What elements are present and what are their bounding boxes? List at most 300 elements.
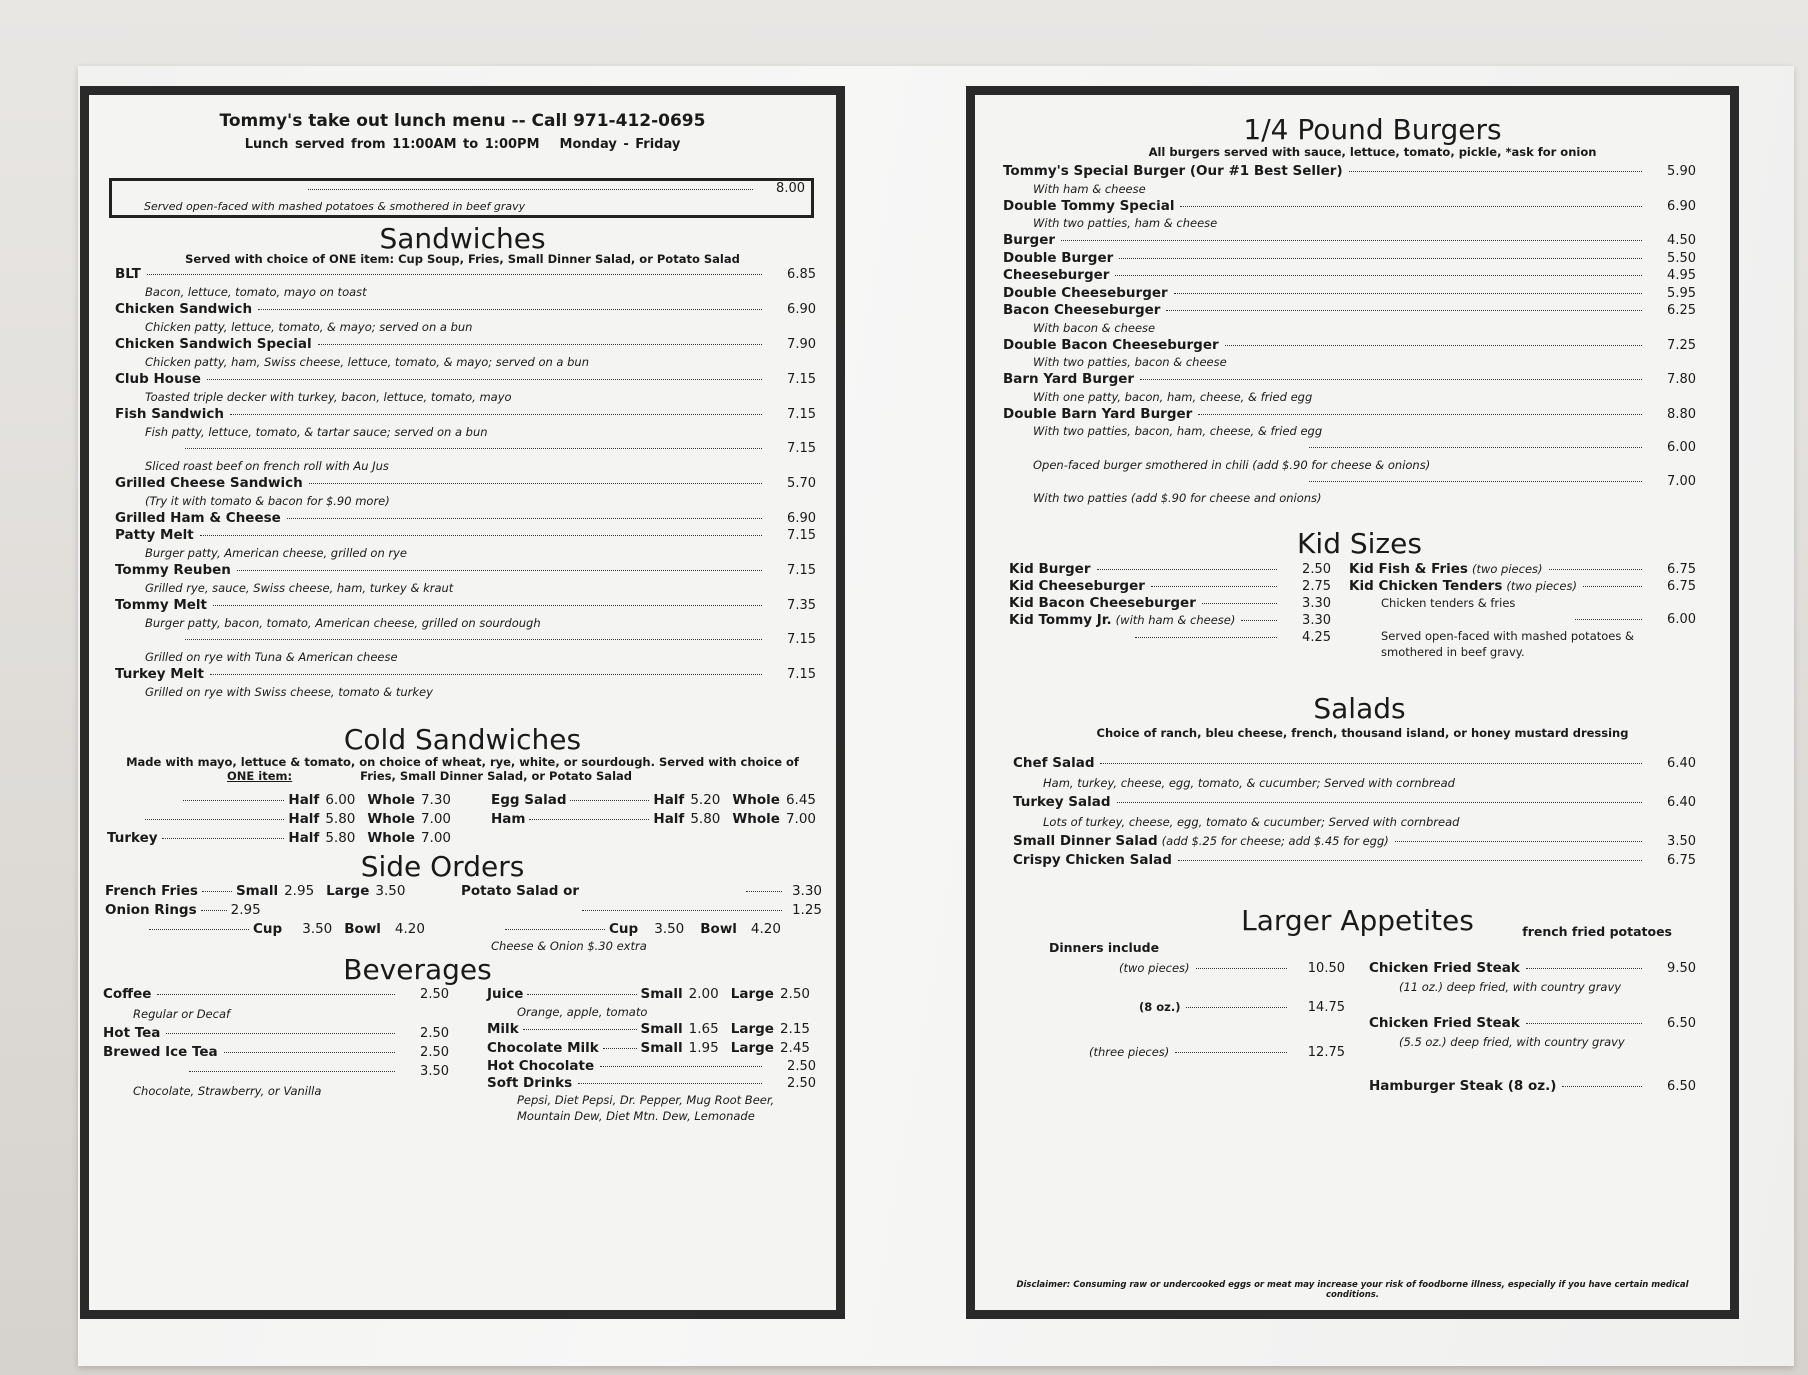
item-desc: (11 oz.) deep fried, with country gravy: [1399, 980, 1622, 994]
burger-row: [1003, 302, 1696, 320]
item-desc: Chicken tenders & fries: [1381, 596, 1516, 610]
item-name: Tommy Reuben: [115, 562, 231, 578]
item-price: 7.15: [787, 372, 816, 387]
sandwich-row: [115, 527, 816, 544]
side-item-row: 1.25: [461, 901, 822, 920]
item-name: Egg Salad: [491, 792, 567, 808]
item-price: 6.85: [787, 267, 816, 282]
leader-dots: [1117, 802, 1643, 803]
leader-dots: [529, 819, 649, 820]
salad-list: [989, 740, 1716, 870]
leader-dots: [189, 1071, 395, 1072]
item-price: 7.15: [787, 528, 816, 543]
item-desc: With bacon & cheese: [1033, 320, 1156, 335]
item-desc: Chocolate, Strawberry, or Vanilla: [133, 1084, 322, 1098]
item-note: (add $.25 for cheese; add $.45 for egg): [1161, 834, 1389, 848]
leader-dots: [1198, 414, 1642, 415]
item-price: 5.95: [1667, 285, 1696, 301]
item-price: 6.90: [1667, 198, 1696, 214]
sandwich-row: [115, 336, 816, 353]
soup-row: Cup 3.50 Bowl 4.20: [105, 920, 461, 939]
item-name: Patty Melt: [115, 527, 194, 543]
half-label: Half: [653, 811, 685, 827]
item-price: 6.75: [1667, 853, 1696, 868]
leader-dots: [207, 379, 762, 380]
cold-sandwich-row: [107, 791, 457, 810]
burger-row: [1003, 198, 1696, 216]
item-price: 2.50: [420, 987, 449, 1002]
item-name: Hamburger Steak (8 oz.): [1369, 1078, 1557, 1094]
whole-price: 7.30: [420, 792, 451, 808]
item-note: (with ham & cheese): [1115, 613, 1236, 627]
leader-dots: [318, 344, 762, 345]
item-price: 12.75: [1307, 1045, 1345, 1060]
soft-drinks-desc-1: Pepsi, Diet Pepsi, Dr. Pepper, Mug Root Beer,: [517, 1093, 775, 1107]
item-price: 3.50: [1667, 834, 1696, 849]
kid-row: [1009, 629, 1331, 646]
onion-rings-row: Onion Rings 2.95: [105, 902, 261, 918]
burger-row: [1003, 250, 1696, 268]
leader-dots: [1395, 841, 1642, 842]
menu-header-hours: Lunch served from 11:00AM to 1:00PM Monday - Friday: [244, 137, 681, 152]
item-name: Bacon Cheeseburger: [1003, 302, 1161, 318]
item-price: 3.30: [1302, 613, 1331, 628]
hot-chocolate-row: Hot Chocolate 2.50: [487, 1058, 816, 1074]
larger-appetites-right: [1369, 959, 1696, 1096]
leader-dots: [162, 838, 285, 839]
half-price: 5.80: [325, 830, 356, 846]
kid-sizes-title: Kid Sizes: [1297, 527, 1422, 560]
item-price: 6.40: [1667, 756, 1696, 771]
larger-appetites-header: Dinners include french fried potatoes: [1049, 924, 1672, 955]
item-name: Grilled Ham & Cheese: [115, 510, 281, 526]
half-price: 5.80: [690, 811, 721, 827]
appetite-row: [1369, 959, 1696, 978]
whole-price: 7.00: [420, 830, 451, 846]
leader-dots: [308, 189, 753, 190]
whole-label: Whole: [732, 792, 780, 808]
item-desc: Fish patty, lettuce, tomato, & tartar sauce; served on a bun: [145, 425, 488, 439]
item-price: 7.25: [1667, 337, 1696, 353]
item-name: Chicken Sandwich: [115, 301, 253, 317]
burger-row: [1003, 440, 1696, 457]
burger-row: [1003, 267, 1696, 285]
item-price: 6.90: [787, 302, 816, 317]
kid-row: [1009, 612, 1331, 629]
beverages-right: [449, 985, 822, 1124]
leader-dots: [224, 1052, 395, 1053]
item-price: 7.15: [787, 667, 816, 682]
leader-dots: [1526, 1023, 1642, 1024]
appetite-row: [1029, 1043, 1345, 1062]
item-desc: With two patties, bacon & cheese: [1033, 355, 1227, 369]
item-desc: With one patty, bacon, ham, cheese, & fried egg: [1033, 389, 1313, 404]
item-price: 5.90: [1667, 164, 1696, 179]
item-note: (two pieces): [1506, 579, 1577, 593]
item-desc: Grilled on rye with Tuna & American cheese: [145, 650, 398, 664]
item-desc: Chicken patty, lettuce, tomato, & mayo; served on a bun: [145, 320, 473, 334]
sandwich-row: [115, 441, 816, 457]
item-desc: Regular or Decaf: [133, 1007, 231, 1021]
leader-dots: [210, 674, 762, 675]
kid-row: [1009, 561, 1331, 578]
item-name: Chicken Fried Steak: [1369, 1015, 1520, 1031]
item-price: 6.50: [1667, 1079, 1696, 1094]
item-name: Grilled Cheese Sandwich: [115, 475, 303, 491]
kid-row: [1349, 611, 1696, 628]
leader-dots: [1202, 603, 1277, 604]
item-price: 8.80: [1667, 406, 1696, 422]
burger-row: [1003, 232, 1696, 250]
whole-price: 7.00: [785, 811, 816, 827]
item-name: Small Dinner Salad: [1013, 833, 1158, 849]
leader-dots: [157, 994, 395, 995]
item-name: Club House: [115, 371, 201, 387]
item-name: Double Burger: [1003, 249, 1114, 266]
whole-price: 6.45: [785, 792, 816, 808]
burger-list: [989, 159, 1716, 507]
burger-row: [1003, 163, 1696, 181]
leader-dots: [1549, 569, 1642, 570]
cold-left-col: [107, 791, 457, 848]
item-desc: Grilled rye, sauce, Swiss cheese, ham, turkey & kraut: [145, 581, 454, 595]
leader-dots: [1562, 1086, 1642, 1087]
item-desc: With two patties, ham & cheese: [1033, 216, 1218, 230]
sandwich-row: [115, 597, 816, 614]
leader-dots: [145, 819, 284, 820]
side-orders-left: [105, 882, 461, 953]
half-price: 5.20: [690, 792, 721, 808]
leader-dots: [1178, 860, 1642, 861]
item-desc: Lots of turkey, cheese, egg, tomato & cucumber; Served with cornbread: [1043, 815, 1460, 829]
item-price: 5.50: [1667, 250, 1696, 266]
item-name: Tommy Melt: [115, 597, 207, 613]
cold-sandwiches-title: Cold Sandwiches: [343, 723, 582, 756]
kid-row: [1009, 595, 1331, 612]
item-desc: With two patties, bacon, ham, cheese, & fried egg: [1033, 424, 1323, 438]
item-name: Double Bacon Cheeseburger: [1003, 336, 1219, 353]
item-price: 7.15: [787, 407, 816, 422]
soft-drinks-desc-2: Mountain Dew, Diet Mtn. Dew, Lemonade: [517, 1109, 755, 1123]
item-name: Crispy Chicken Salad: [1013, 852, 1172, 868]
cold-sandwiches-subtitle: Made with mayo, lettuce & tomato, on choice of wheat, rye, white, or sourdough. Served with choice of: [126, 755, 799, 769]
kid-row: [1009, 578, 1331, 595]
item-name: Double Barn Yard Burger: [1003, 405, 1193, 422]
leader-dots: [1166, 310, 1642, 311]
item-price: 4.95: [1667, 268, 1696, 283]
salad-row: [1013, 793, 1696, 812]
item-note: (8 oz.): [1139, 1000, 1181, 1014]
item-name: Kid Bacon Cheeseburger: [1009, 595, 1196, 611]
item-name: Coffee: [103, 986, 152, 1002]
salad-row: [1013, 832, 1696, 851]
item-price: 4.25: [1302, 630, 1331, 645]
juice-row: Juice Small 2.00 Large 2.50: [487, 986, 810, 1002]
item-name: Kid Tommy Jr.: [1009, 612, 1112, 628]
item-desc: Burger patty, bacon, tomato, American cheese, grilled on sourdough: [145, 616, 541, 630]
leader-dots: [1575, 619, 1642, 620]
salad-row: [1013, 754, 1696, 773]
burger-row: [1003, 406, 1696, 424]
half-label: Half: [288, 811, 320, 827]
half-label: Half: [653, 792, 685, 808]
burgers-subtitle: All burgers served with sauce, lettuce, tomato, pickle, *ask for onion: [1148, 145, 1597, 159]
side-soup-row: Cup 3.50 Bowl 4.20: [461, 920, 822, 939]
item-note: (three pieces): [1089, 1045, 1170, 1059]
half-label: Half: [288, 792, 320, 808]
larger-appetites-left: [1029, 959, 1369, 1096]
item-price: 14.75: [1307, 1000, 1345, 1015]
leader-dots: [213, 605, 762, 606]
item-desc: Chicken patty, ham, Swiss cheese, lettuce, tomato, & mayo; served on a bun: [145, 355, 590, 369]
item-desc: Toasted triple decker with turkey, bacon, lettuce, tomato, mayo: [145, 390, 512, 404]
item-note: (two pieces): [1119, 961, 1190, 975]
beverages-grid: [103, 985, 822, 1124]
burger-row: [1003, 474, 1696, 491]
burger-row: [1003, 371, 1696, 389]
item-price: 7.15: [787, 441, 816, 456]
leader-dots: [1097, 569, 1278, 570]
cheese-onion-note: Cheese & Onion $.30 extra: [491, 939, 647, 953]
menu-header-title: Tommy's take out lunch menu -- Call 971-412-0695: [219, 111, 706, 131]
item-name: Double Tommy Special: [1003, 197, 1175, 214]
whole-label: Whole: [367, 811, 415, 827]
item-desc: Burger patty, American cheese, grilled on rye: [145, 546, 408, 560]
sandwich-row: [115, 632, 816, 648]
leader-dots: [237, 570, 762, 571]
leader-dots: [185, 448, 762, 449]
item-name: Brewed Ice Tea: [103, 1044, 218, 1060]
beverages-left: [103, 985, 449, 1124]
item-price: 2.50: [420, 1045, 449, 1060]
item-desc: Grilled on rye with Swiss cheese, tomato & turkey: [145, 685, 433, 699]
leader-dots: [1180, 206, 1642, 207]
cold-sandwiches-subtitle-2: ONE item: Fries, Small Dinner Salad, or Potato Salad: [227, 769, 632, 783]
cold-sandwich-row: [491, 810, 822, 829]
salads-subtitle: Choice of ranch, bleu cheese, french, thousand island, or honey mustard dressing: [1096, 726, 1629, 740]
soft-drinks-row: Soft Drinks 2.50: [487, 1075, 816, 1091]
item-price: 6.75: [1667, 562, 1696, 577]
item-price: 3.30: [1302, 596, 1331, 611]
kid-sizes-left: [1009, 561, 1349, 660]
sandwich-row: [115, 301, 816, 318]
sandwiches-title: Sandwiches: [379, 222, 546, 255]
sandwich-row: [115, 406, 816, 423]
leader-dots: [230, 414, 762, 415]
special-desc: Served open-faced with mashed potatoes & smothered in beef gravy: [144, 200, 526, 213]
appetite-row: [1369, 1077, 1696, 1096]
leader-dots: [258, 309, 762, 310]
leader-dots: [1115, 275, 1642, 276]
item-price: 6.50: [1667, 1016, 1696, 1031]
cold-sandwich-row: [107, 810, 457, 829]
half-price: 6.00: [325, 792, 356, 808]
beverage-row: [103, 1062, 449, 1081]
item-desc: Sliced roast beef on french roll with Au Jus: [145, 459, 389, 473]
item-name: Kid Cheeseburger: [1009, 578, 1145, 594]
item-price: 7.35: [787, 598, 816, 613]
potato-salad-row: Potato Salad or 3.30: [461, 883, 822, 899]
item-name: Turkey: [107, 830, 158, 846]
chocolate-milk-row: Chocolate Milk Small 1.95 Large 2.45: [487, 1040, 810, 1056]
sandwich-row: [115, 371, 816, 388]
item-desc: Served open-faced with mashed potatoes & smothered in beef gravy.: [1381, 629, 1634, 659]
leader-dots: [1119, 258, 1642, 259]
leader-dots: [1151, 586, 1277, 587]
item-name: Burger: [1003, 232, 1056, 248]
item-price: 2.75: [1302, 579, 1331, 594]
larger-appetites-grid: [989, 955, 1716, 1096]
item-price: 9.50: [1667, 961, 1696, 976]
item-name: Cheeseburger: [1003, 267, 1110, 283]
leader-dots: [1100, 763, 1642, 764]
item-name: Kid Chicken Tenders: [1349, 578, 1503, 594]
cold-right-col: [457, 791, 822, 848]
item-name: Fish Sandwich: [115, 406, 225, 422]
item-name: Turkey Salad: [1013, 794, 1111, 810]
leader-dots: [1526, 968, 1642, 969]
leader-dots: [1186, 1007, 1287, 1008]
item-desc: With two patties (add $.90 for cheese and onions): [1033, 491, 1322, 505]
item-price: 7.15: [787, 632, 816, 647]
leader-dots: [1174, 293, 1642, 294]
leader-dots: [309, 483, 762, 484]
item-desc: Bacon, lettuce, tomato, mayo on toast: [145, 285, 367, 299]
item-desc: (Try it with tomato & bacon for $.90 more): [145, 494, 390, 508]
larger-appetites-title: Larger Appetites: [1241, 904, 1474, 937]
leader-dots: [1135, 637, 1277, 638]
item-price: 6.00: [1667, 440, 1696, 455]
item-price: 6.00: [1667, 612, 1696, 627]
leader-dots: [200, 535, 762, 536]
leader-dots: [1309, 481, 1642, 482]
special-box: [109, 178, 814, 218]
burger-row: [1003, 337, 1696, 355]
item-name: Double Cheeseburger: [1003, 284, 1168, 301]
leader-dots: [1140, 379, 1642, 380]
leader-dots: [570, 800, 649, 801]
item-desc: (5.5 oz.) deep fried, with country gravy: [1399, 1035, 1625, 1049]
leader-dots: [1225, 345, 1642, 346]
item-name: Tommy's Special Burger (Our #1 Best Seller): [1003, 163, 1343, 179]
disclaimer: Disclaimer: Consuming raw or undercooked eggs or meat may increase your risk of foodborne illness, especially if you have certain medical conditions.: [1016, 1280, 1689, 1300]
item-price: 2.50: [420, 1026, 449, 1041]
cold-sandwich-grid: [103, 791, 822, 848]
beverage-row: [103, 985, 449, 1004]
item-price: 6.75: [1667, 579, 1696, 594]
leader-dots: [1175, 1052, 1287, 1053]
item-name: Hot Tea: [103, 1025, 161, 1041]
half-price: 5.80: [325, 811, 356, 827]
burger-row: [1003, 285, 1696, 303]
item-price: 7.90: [787, 337, 816, 352]
item-price: 6.25: [1667, 303, 1696, 318]
item-price: 3.50: [420, 1064, 449, 1079]
item-name: Kid Burger: [1009, 561, 1091, 577]
item-name: Barn Yard Burger: [1003, 371, 1135, 387]
cold-sandwich-row: [107, 829, 457, 848]
side-orders-grid: [103, 882, 822, 953]
left-menu-panel: [80, 86, 845, 1319]
whole-label: Whole: [367, 792, 415, 808]
kid-row: [1349, 578, 1696, 595]
item-name: Kid Fish & Fries: [1349, 561, 1468, 577]
item-name: Chicken Fried Steak: [1369, 960, 1520, 976]
kid-row: [1349, 561, 1696, 578]
leader-dots: [1583, 586, 1642, 587]
item-price: 2.50: [1302, 562, 1331, 577]
whole-label: Whole: [367, 830, 415, 846]
sandwich-row: [115, 562, 816, 579]
item-name: Ham: [491, 811, 526, 827]
right-menu-panel: [966, 86, 1739, 1319]
leader-dots: [1349, 171, 1642, 172]
item-price: 5.70: [787, 476, 816, 491]
side-orders-title: Side Orders: [360, 850, 525, 883]
item-desc: Ham, turkey, cheese, egg, tomato, & cucumber; Served with cornbread: [1043, 776, 1455, 790]
item-name: Chef Salad: [1013, 755, 1095, 771]
whole-price: 7.00: [420, 811, 451, 827]
item-price: 7.00: [1667, 473, 1696, 489]
beverages-title: Beverages: [343, 953, 492, 986]
item-name: Chicken Sandwich Special: [115, 336, 312, 352]
cold-sandwich-row: [491, 791, 822, 810]
milk-row: Milk Small 1.65 Large 2.15: [487, 1021, 810, 1037]
salad-row: [1013, 851, 1696, 870]
special-price: 8.00: [776, 181, 805, 196]
burgers-title: 1/4 Pound Burgers: [1243, 113, 1502, 146]
item-price: 7.80: [1667, 372, 1696, 387]
sandwiches-subtitle: Served with choice of ONE item: Cup Soup, Fries, Small Dinner Salad, or Potato Salad: [185, 252, 740, 266]
item-price: 10.50: [1307, 961, 1345, 976]
kid-sizes-grid: [989, 559, 1716, 660]
item-name: Turkey Melt: [115, 666, 204, 682]
kid-sizes-right: [1349, 561, 1696, 660]
leader-dots: [1241, 620, 1277, 621]
sandwich-row: [115, 666, 816, 683]
leader-dots: [1196, 968, 1287, 969]
whole-label: Whole: [732, 811, 780, 827]
leader-dots: [287, 518, 762, 519]
half-label: Half: [288, 830, 320, 846]
item-price: 7.15: [787, 563, 816, 578]
item-price: 4.50: [1667, 233, 1696, 248]
sandwich-row: [115, 510, 816, 527]
juice-desc: Orange, apple, tomato: [517, 1005, 648, 1019]
salads-title: Salads: [1313, 692, 1406, 725]
item-desc: Open-faced burger smothered in chili (add $.90 for cheese & onions): [1033, 457, 1431, 472]
leader-dots: [1309, 447, 1642, 448]
item-price: 6.90: [787, 511, 816, 526]
beverage-row: [103, 1043, 449, 1062]
appetite-row: [1029, 959, 1345, 978]
leader-dots: [166, 1033, 395, 1034]
leader-dots: [185, 639, 762, 640]
sandwich-row: [115, 475, 816, 492]
item-name: BLT: [115, 266, 141, 282]
leader-dots: [183, 800, 284, 801]
item-price: 6.40: [1667, 795, 1696, 810]
appetite-row: [1369, 1014, 1696, 1033]
beverage-row: [103, 1024, 449, 1043]
leader-dots: [1061, 240, 1642, 241]
item-note: (two pieces): [1471, 562, 1543, 576]
item-desc: With ham & cheese: [1033, 181, 1146, 196]
sandwich-list: [103, 266, 822, 701]
appetite-row: [1029, 998, 1345, 1017]
side-orders-right: [461, 882, 822, 953]
leader-dots: [147, 274, 762, 275]
